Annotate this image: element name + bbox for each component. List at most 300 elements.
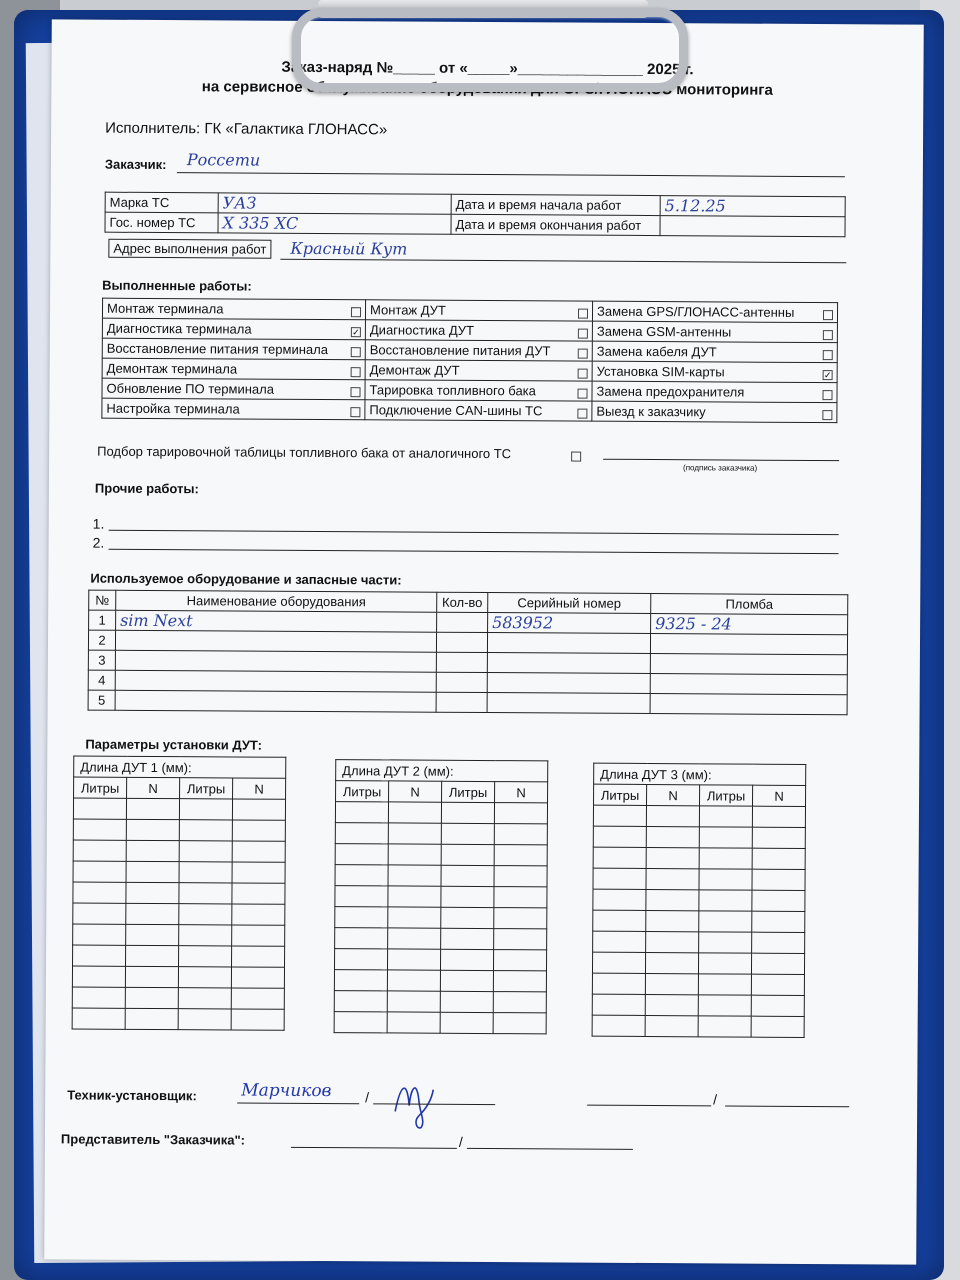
work-item [102,378,365,400]
work-item-checkbox[interactable]: ✓ [823,370,832,381]
dut-cell[interactable] [126,945,179,966]
dut-row [593,847,805,869]
dut-row [73,882,285,904]
dut-row [334,970,546,992]
equipment-cell[interactable] [436,672,487,692]
dut-cell[interactable] [388,802,441,823]
dut-row [593,805,805,827]
work-item-checkbox[interactable] [351,367,361,377]
customer-label: Заказчик: [104,156,167,173]
work-item [365,320,592,341]
dut-cell[interactable] [179,862,232,883]
dut-cell[interactable] [441,865,494,886]
dut-cell[interactable] [592,1015,645,1036]
customer-rep-line-2[interactable] [467,1148,633,1150]
work-item-label: Выезд к заказчику [596,403,706,420]
work-item-checkbox[interactable] [350,387,360,397]
dut-cell[interactable] [699,848,752,869]
dut-column-header: Литры [336,781,389,802]
dut-cell[interactable] [593,805,646,826]
vehicle-info-table [104,192,845,238]
work-item [365,360,592,381]
dut-row [335,823,547,845]
dut-cell[interactable] [335,907,388,928]
dut-cell[interactable] [126,798,179,819]
technician-slash: / [365,1089,370,1106]
technician-name-line [237,1103,359,1105]
dut-cell[interactable] [645,973,698,994]
dut-row [73,924,285,946]
dut-cell[interactable] [493,992,546,1013]
dut-cell[interactable] [125,966,178,987]
equipment-cell[interactable] [487,633,650,654]
dut-row [593,889,805,911]
dut-cell[interactable] [388,886,441,907]
dut-cell[interactable] [493,971,546,992]
dut-column-header: N [127,777,180,798]
dut-cell[interactable] [645,994,698,1015]
equipment-cell[interactable] [437,612,488,632]
dut-cell[interactable] [752,911,805,932]
dut-cell[interactable] [232,883,285,904]
dut-cell[interactable] [751,974,804,995]
equipment-cell[interactable] [436,632,487,652]
work-item [592,361,837,382]
dut-column-header: Литры [180,778,233,799]
end-time-label: Дата и время окончания работ [451,214,660,235]
work-item [592,381,837,402]
equipment-cell[interactable] [115,690,436,712]
form-title-line1: Заказ-наряд №_____ от «_____»_______________ 2025 г. [281,58,694,79]
dut-cell[interactable] [126,903,179,924]
work-item-label: Монтаж ДУТ [369,302,446,318]
dut-cell[interactable] [232,904,285,925]
work-item-checkbox[interactable] [351,307,361,317]
executor-label: Исполнитель: [105,119,201,138]
equipment-cell: 4 [88,670,115,690]
address-label: Адрес выполнения работ [108,239,271,259]
dut-cell[interactable] [646,805,699,826]
extra-sign-line-1 [587,1105,711,1107]
dut-cell[interactable] [334,949,387,970]
dut-cell[interactable] [593,910,646,931]
work-item [365,300,592,321]
dut-cell[interactable] [179,799,232,820]
dut-cell[interactable] [178,1009,231,1030]
work-item-checkbox[interactable] [823,350,833,360]
dut-column-header: Литры [594,784,647,805]
dut-cell[interactable] [441,907,494,928]
dut-cell[interactable] [179,904,232,925]
dut-cell[interactable] [593,931,646,952]
dut-cell[interactable] [752,827,805,848]
dut-row [73,945,285,967]
dut-row [72,1008,284,1030]
dut-cell[interactable] [441,823,494,844]
work-item-checkbox[interactable] [578,369,588,379]
dut-cell[interactable] [751,1016,804,1037]
dut-column-header: N [389,781,442,802]
work-item-checkbox[interactable] [351,347,361,357]
dut-cell[interactable] [751,953,804,974]
work-item [592,301,837,322]
dut-row [73,903,285,925]
dut-cell[interactable] [179,925,232,946]
dut-row [335,802,547,824]
dut-cell[interactable] [699,806,752,827]
dut-cell[interactable] [493,1013,546,1034]
work-item-label: Обновление ПО терминала [106,380,275,397]
work-order-form [44,19,924,1264]
dut-cell[interactable] [440,1012,493,1033]
dut-cell[interactable] [699,827,752,848]
dut-row [73,819,285,841]
dut-cell[interactable] [440,991,493,1012]
dut-cell[interactable] [645,952,698,973]
equipment-cell[interactable]: sim Next [116,610,437,632]
dut-cell[interactable] [441,844,494,865]
end-time-value[interactable] [660,216,845,237]
dut-cell[interactable] [494,866,547,887]
dut-table-2 [334,759,549,1034]
work-item [102,318,365,340]
equipment-cell[interactable] [487,673,650,694]
dut-cell[interactable] [72,1008,125,1029]
dut-row [334,991,546,1013]
equipment-cell: 3 [88,650,115,670]
dut-cell[interactable] [592,973,645,994]
other-works-title: Прочие работы: [94,480,199,497]
dut-cell[interactable] [440,970,493,991]
work-item-checkbox[interactable] [822,410,832,420]
plate-label: Гос. номер ТС [105,212,218,233]
dut-cell[interactable] [752,848,805,869]
customer-signature-line [603,459,839,461]
dut-column-header: N [647,784,700,805]
dut-cell[interactable] [493,950,546,971]
dut-cell[interactable] [387,970,440,991]
works-title: Выполненные работы: [102,277,252,294]
signature-caption: (подпись заказчика) [683,463,758,473]
dut-cell[interactable] [593,868,646,889]
equipment-cell[interactable] [650,674,847,695]
dut-cell[interactable] [126,861,179,882]
dut-cell[interactable] [179,946,232,967]
dut-cell[interactable] [231,1009,284,1030]
dut-row [73,840,285,862]
dut-row [334,1012,546,1034]
address-value[interactable]: Красный Кут [290,238,408,259]
equipment-row [88,690,847,715]
work-item [102,398,365,420]
dut-cell[interactable] [752,806,805,827]
dut-cell[interactable] [178,967,231,988]
dut-cell[interactable] [73,819,126,840]
extra-slash: / [713,1091,718,1108]
technician-signature [391,1071,439,1131]
equipment-cell[interactable] [650,694,847,715]
dut-cell[interactable] [699,869,752,890]
dut-cell[interactable] [334,991,387,1012]
dut-cell[interactable] [72,987,125,1008]
other-item-1-line[interactable] [109,530,839,535]
dut-cell[interactable] [494,845,547,866]
customer-value[interactable]: Россети [186,150,261,170]
dut-cell[interactable] [179,820,232,841]
dut-cell[interactable] [72,966,125,987]
dut-cell[interactable] [335,928,388,949]
equipment-header-cell: Наименование оборудования [116,590,437,612]
dut-cell[interactable] [126,840,179,861]
dut-cell[interactable] [232,799,285,820]
dut-cell[interactable] [125,1008,178,1029]
dut-cell[interactable] [387,949,440,970]
technician-label: Техник-установщик: [67,1087,197,1104]
dut-cell[interactable] [494,908,547,929]
equipment-cell: 2 [88,630,115,650]
dut-cell[interactable] [752,869,805,890]
dut-row [73,798,285,820]
equipment-cell[interactable] [650,634,847,655]
form-title-line2: на сервисное обслуживание оборудования для GPS/ГЛОНАСС мониторинга [201,78,773,99]
dut-cell[interactable] [388,865,441,886]
customer-underline [177,172,845,177]
dut-cell[interactable] [232,925,285,946]
dut-column-header: Литры [74,777,127,798]
dut-cell[interactable] [335,844,388,865]
work-item-label: Демонтаж терминала [106,360,238,377]
dut-row [592,994,804,1016]
dut-table-1 [72,755,287,1030]
dut-row [335,928,547,950]
plate-value[interactable]: Х 335 ХС [218,213,451,234]
work-item [365,380,592,401]
dut-row [335,907,547,929]
dut-cell[interactable] [494,824,547,845]
dut-cell[interactable] [593,847,646,868]
work-item-label: Диагностика ДУТ [369,322,475,338]
dut-cell[interactable] [441,886,494,907]
dut-cell[interactable] [387,1012,440,1033]
dut-cell[interactable] [388,844,441,865]
equipment-cell[interactable] [487,653,650,674]
equipment-cell[interactable] [115,630,436,652]
dut-cell[interactable] [73,945,126,966]
dut-length-label: Длина ДУТ 1 (мм): [74,756,286,778]
technician-name[interactable]: Марчиков [241,1080,332,1102]
dut-cell[interactable] [593,826,646,847]
equipment-cell[interactable] [436,692,487,712]
dut-cell[interactable] [335,886,388,907]
work-item [102,358,365,380]
dut-cell[interactable] [593,889,646,910]
dut-cell[interactable] [334,1012,387,1033]
dut-cell[interactable] [699,911,752,932]
equipment-title: Используемое оборудование и запасные части: [90,570,402,588]
dut-column-header: Литры [700,785,753,806]
work-item-checkbox[interactable] [823,330,833,340]
equipment-header-cell: Пломба [651,594,848,615]
dut-cell[interactable] [646,868,699,889]
work-item-label: Восстановление питания ДУТ [369,342,551,359]
work-item-checkbox[interactable] [350,407,360,417]
dut-row [592,973,804,995]
dut-cell[interactable] [126,882,179,903]
dut-cell[interactable] [698,974,751,995]
dut-cell[interactable] [232,820,285,841]
extra-sign-line-2 [725,1105,849,1107]
dut-cell[interactable] [751,995,804,1016]
start-time-label: Дата и время начала работ [451,194,660,215]
dut-cell[interactable] [698,953,751,974]
dut-cell[interactable] [232,841,285,862]
dut-cell[interactable] [441,928,494,949]
dut-cell[interactable] [334,970,387,991]
tariff-checkbox[interactable] [571,452,581,462]
equipment-cell: 1 [89,610,116,630]
dut-cell[interactable] [73,924,126,945]
dut-cell[interactable] [752,932,805,953]
equipment-cell: 5 [88,690,115,710]
dut-cell[interactable] [592,952,645,973]
dut-cell[interactable] [698,995,751,1016]
other-item-2: 2. [92,534,105,551]
dut-cell[interactable] [699,932,752,953]
dut-cell[interactable] [388,928,441,949]
dut-cell[interactable] [441,802,494,823]
dut-cell[interactable] [699,890,752,911]
other-item-2-line[interactable] [109,549,839,554]
dut-cell[interactable] [73,861,126,882]
work-item-label: Замена GSM-антенны [596,323,732,340]
dut-cell[interactable] [752,890,805,911]
dut-cell[interactable] [698,1016,751,1037]
work-item-label: Демонтаж ДУТ [369,362,460,378]
dut-cell[interactable] [335,802,388,823]
work-item-checkbox[interactable] [578,349,588,359]
dut-row [592,1015,804,1037]
dut-cell[interactable] [232,862,285,883]
start-time-value[interactable]: 5.12.25 [660,196,845,217]
customer-rep-label: Представитель "Заказчика": [60,1131,246,1148]
executor-row [105,120,387,139]
dut-cell[interactable] [494,803,547,824]
work-item-checkbox[interactable] [578,309,588,319]
work-item-label: Монтаж терминала [106,300,224,317]
dut-cell[interactable] [388,907,441,928]
dut-cell[interactable] [440,949,493,970]
work-item-label: Установка SIM-карты [596,363,725,380]
equipment-header-cell: Серийный номер [488,593,651,614]
equipment-cell[interactable]: 583952 [488,613,651,634]
dut-cell[interactable] [178,988,231,1009]
equipment-cell[interactable] [487,693,650,714]
dut-cell[interactable] [73,903,126,924]
dut-cell[interactable] [646,847,699,868]
dut-cell[interactable] [335,823,388,844]
work-item-checkbox[interactable]: ✓ [352,327,360,338]
dut-column-header: Литры [442,781,495,802]
work-item-checkbox[interactable] [822,390,832,400]
brand-value[interactable]: УАЗ [218,193,451,214]
dut-cell[interactable] [73,798,126,819]
dut-cell[interactable] [494,929,547,950]
work-item-label: Подключение CAN-шины ТС [369,402,543,419]
dut-row [334,949,546,971]
work-item [592,401,837,422]
equipment-cell[interactable] [436,652,487,672]
dut-column-header: N [233,778,286,799]
equipment-cell[interactable] [115,650,436,672]
dut-row [73,861,285,883]
dut-cell[interactable] [646,931,699,952]
equipment-header-cell: Кол-во [437,592,488,612]
dut-column-header: N [495,782,548,803]
clipboard-clip [292,8,688,92]
dut-cell[interactable] [179,883,232,904]
work-item-checkbox[interactable] [823,310,833,320]
work-item-label: Настройка терминала [106,400,240,417]
dut-cell[interactable] [126,924,179,945]
work-item-checkbox[interactable] [578,329,588,339]
dut-cell[interactable] [335,865,388,886]
dut-row [335,844,547,866]
work-item [592,321,837,342]
dut-cell[interactable] [494,887,547,908]
dut-cell[interactable] [126,819,179,840]
dut-cell[interactable] [388,823,441,844]
dut-cell[interactable] [646,889,699,910]
work-item [102,298,365,320]
work-item-checkbox[interactable] [577,389,587,399]
dut-cell[interactable] [231,988,284,1009]
work-item-checkbox[interactable] [577,409,587,419]
equipment-cell[interactable] [650,654,847,675]
dut-cell[interactable] [179,841,232,862]
equipment-cell[interactable]: 9325 - 24 [651,614,848,635]
dut-row [72,966,284,988]
work-item-label: Замена кабеля ДУТ [596,343,717,360]
dut-row [72,987,284,1009]
dut-length-label: Длина ДУТ 2 (мм): [336,760,548,782]
address-underline [280,259,846,263]
dut-cell[interactable] [73,882,126,903]
dut-cell[interactable] [231,967,284,988]
work-item-label: Замена предохранителя [596,383,745,400]
dut-cell[interactable] [387,991,440,1012]
work-item-label: Диагностика терминала [106,320,252,337]
dut-cell[interactable] [73,840,126,861]
work-item-label: Замена GPS/ГЛОНАСС-антенны [596,303,795,320]
dut-cell[interactable] [646,826,699,847]
work-item [365,340,592,361]
equipment-cell[interactable] [115,670,436,692]
brand-label: Марка ТС [105,192,218,213]
dut-cell[interactable] [645,1015,698,1036]
tariff-label: Подбор тарировочной таблицы топливного бака от аналогичного ТС [97,443,512,462]
dut-cell[interactable] [232,946,285,967]
dut-cell[interactable] [125,987,178,1008]
dut-cell[interactable] [592,994,645,1015]
work-item [102,338,365,360]
customer-rep-line-1[interactable] [291,1147,457,1149]
dut-cell[interactable] [646,910,699,931]
works-table [101,298,838,423]
dut-row [335,865,547,887]
dut-row [593,868,805,890]
dut-row [593,826,805,848]
work-item [365,400,592,421]
